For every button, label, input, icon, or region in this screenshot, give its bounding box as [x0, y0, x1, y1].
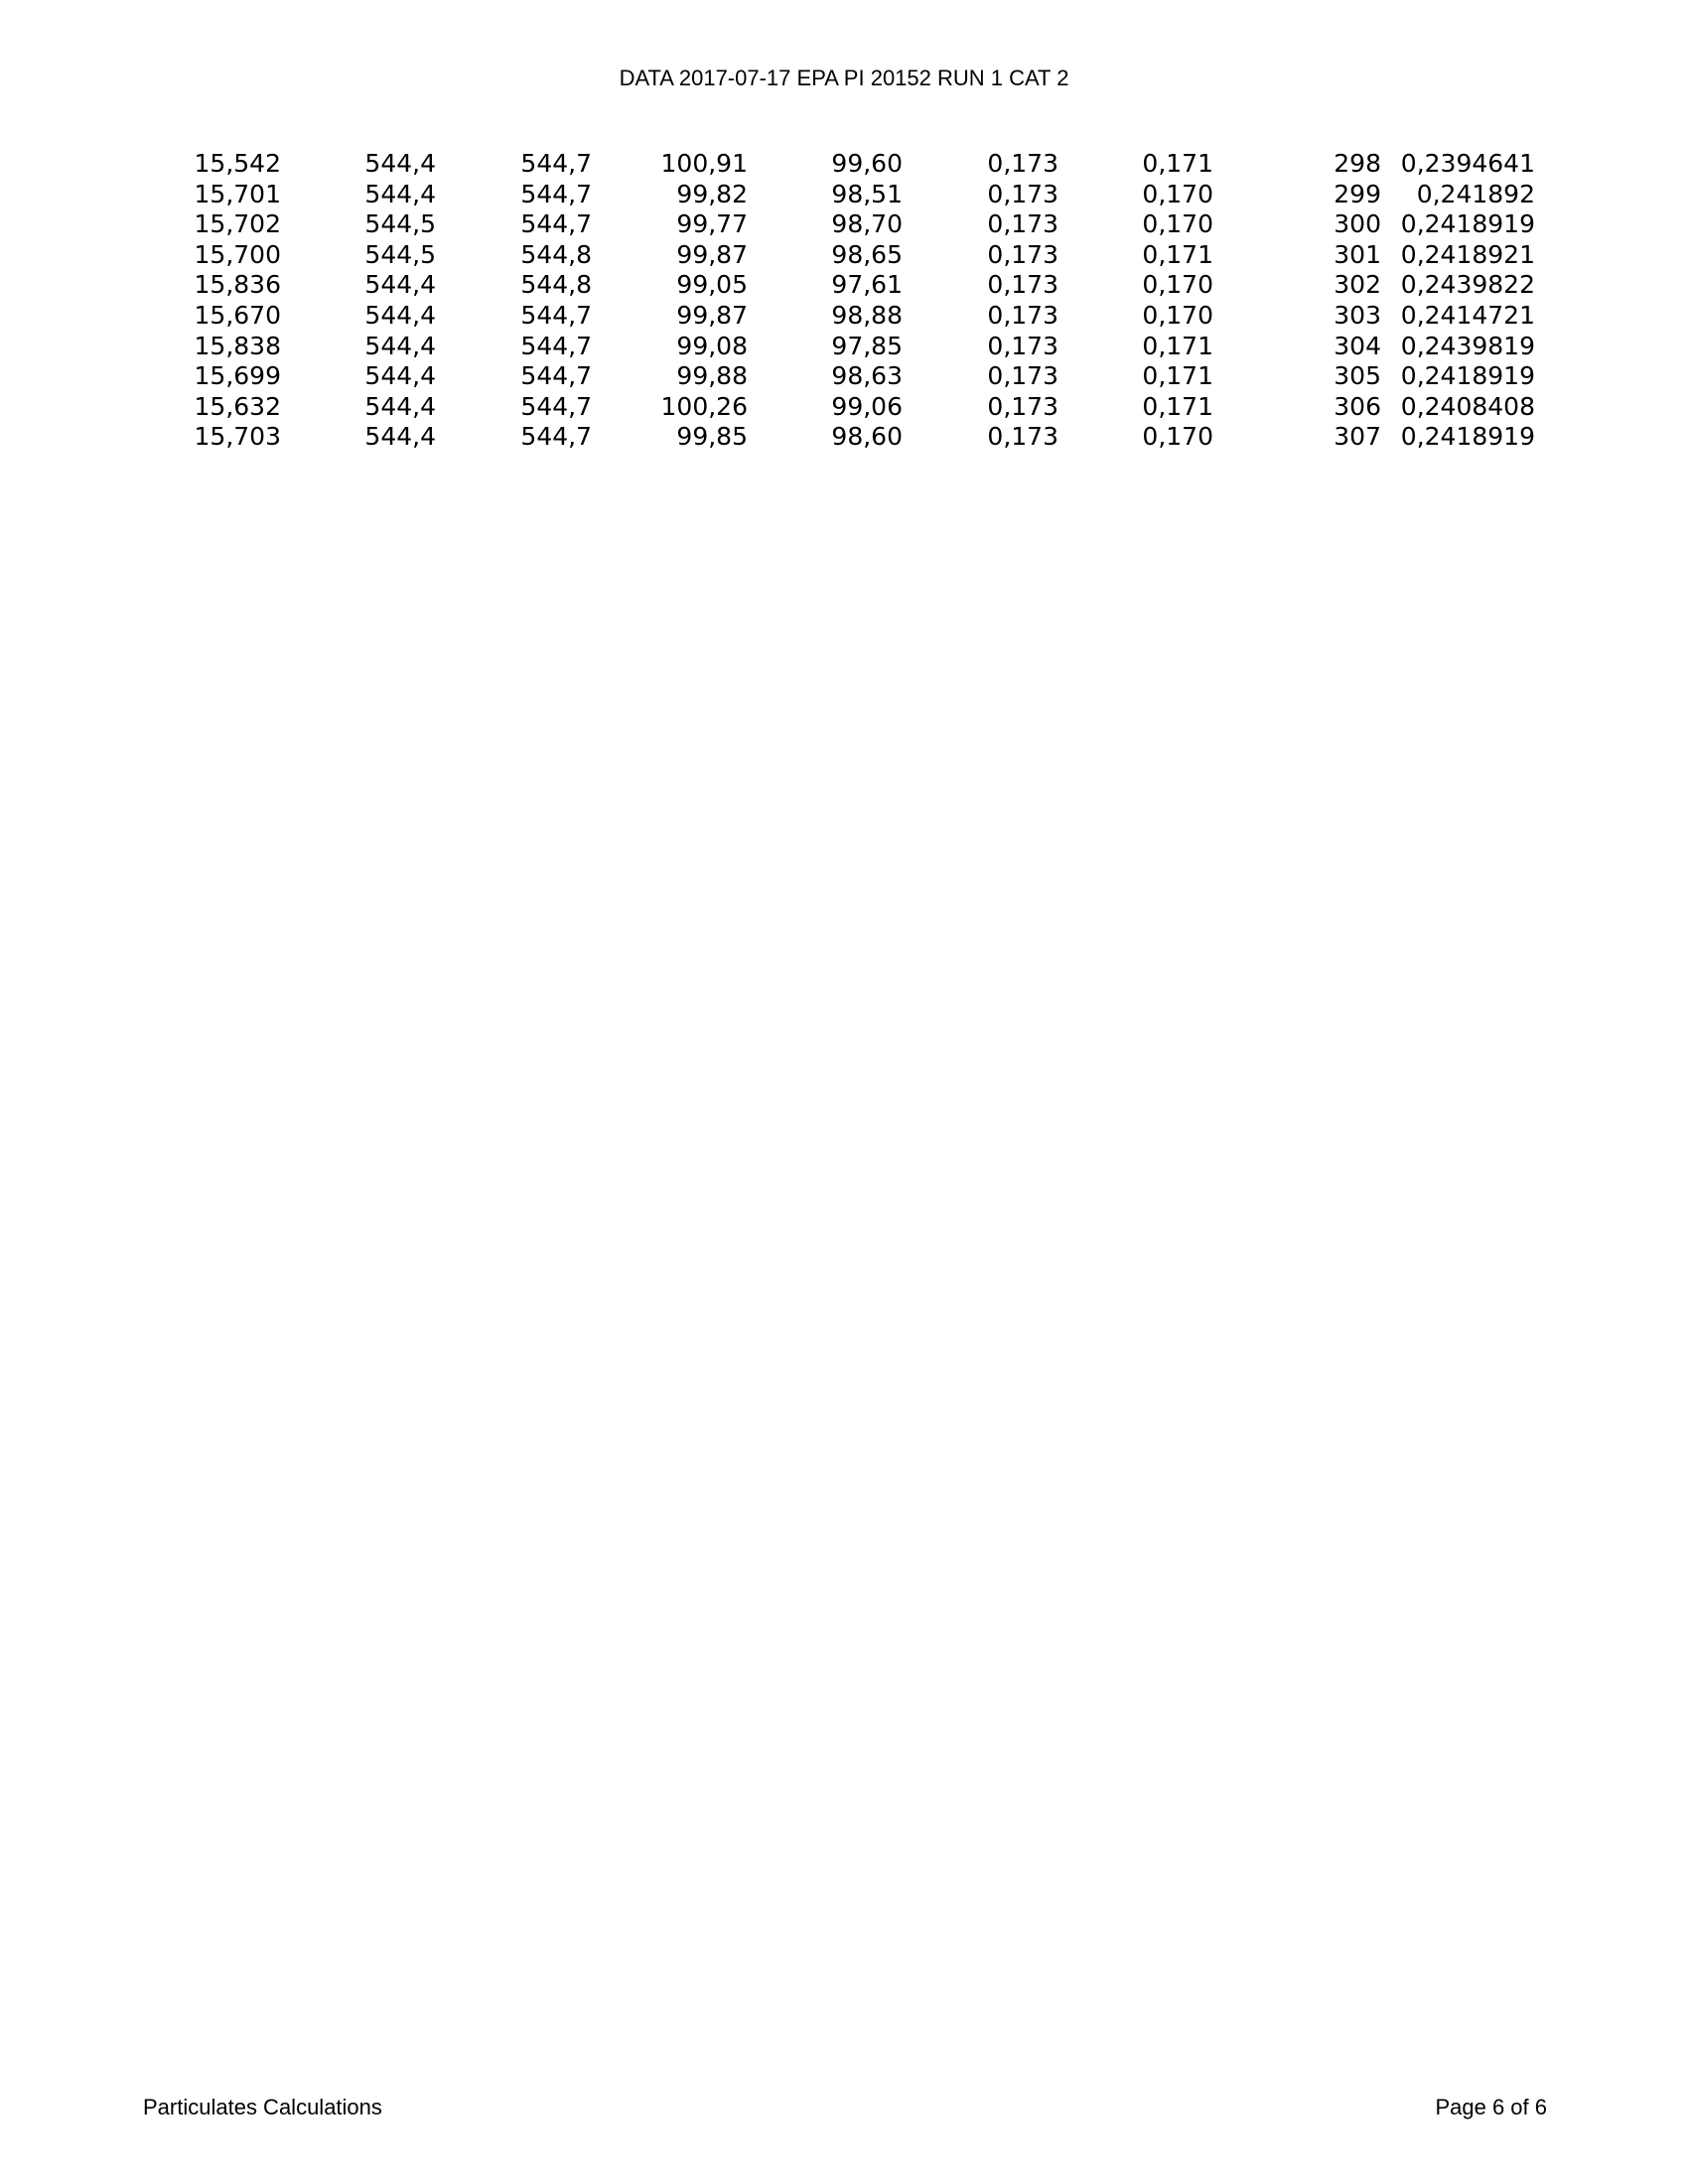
- table-row: [0, 270, 1535, 301]
- table-cell: 15,670: [194, 300, 281, 330]
- table-cell: 99,88: [676, 361, 748, 391]
- table-cell: 15,703: [194, 422, 281, 452]
- table-cell: 0,241892: [1416, 179, 1535, 208]
- table-cell: 99,60: [831, 149, 903, 178]
- table-cell: 97,85: [831, 331, 903, 360]
- table-cell: 544,7: [520, 300, 592, 330]
- table-cell: 15,702: [194, 209, 281, 239]
- table-cell: 0,173: [987, 149, 1058, 178]
- table-row: [0, 361, 1535, 392]
- table-cell: 544,4: [364, 331, 436, 360]
- table-cell: 15,838: [194, 331, 281, 360]
- table-cell: 544,7: [520, 209, 592, 239]
- table-cell: 0,171: [1142, 361, 1213, 391]
- footer-document-name: Particulates Calculations: [143, 2095, 382, 2119]
- table-cell: 0,2439822: [1400, 270, 1535, 300]
- table-cell: 99,06: [831, 391, 903, 421]
- table-cell: 544,4: [364, 149, 436, 178]
- table-row: [0, 240, 1535, 271]
- table-cell: 544,4: [364, 422, 436, 452]
- table-cell: 298: [1334, 149, 1381, 178]
- table-row: [0, 149, 1535, 180]
- table-row: [0, 209, 1535, 240]
- table-cell: 0,170: [1142, 422, 1213, 452]
- table-row: [0, 422, 1535, 453]
- table-cell: 0,173: [987, 361, 1058, 391]
- table-cell: 544,4: [364, 361, 436, 391]
- table-cell: 99,77: [676, 209, 748, 239]
- table-cell: 98,63: [831, 361, 903, 391]
- table-cell: 99,05: [676, 270, 748, 300]
- table-cell: 0,173: [987, 391, 1058, 421]
- table-cell: 0,173: [987, 209, 1058, 239]
- table-cell: 0,173: [987, 179, 1058, 208]
- table-cell: 0,171: [1142, 391, 1213, 421]
- table-cell: 99,85: [676, 422, 748, 452]
- table-row: [0, 332, 1535, 362]
- table-cell: 0,171: [1142, 239, 1213, 269]
- table-cell: 0,170: [1142, 270, 1213, 300]
- table-cell: 544,4: [364, 391, 436, 421]
- table-cell: 544,7: [520, 391, 592, 421]
- table-cell: 97,61: [831, 270, 903, 300]
- table-cell: 0,173: [987, 270, 1058, 300]
- table-cell: 307: [1334, 422, 1381, 452]
- table-cell: 99,82: [676, 179, 748, 208]
- table-cell: 299: [1334, 179, 1381, 208]
- table-cell: 544,8: [520, 270, 592, 300]
- table-cell: 99,87: [676, 300, 748, 330]
- table-cell: 544,4: [364, 270, 436, 300]
- table-cell: 0,170: [1142, 209, 1213, 239]
- table-cell: 0,171: [1142, 331, 1213, 360]
- table-cell: 0,2418919: [1400, 361, 1535, 391]
- table-row: [0, 180, 1535, 210]
- table-cell: 544,4: [364, 300, 436, 330]
- table-cell: 0,2418919: [1400, 422, 1535, 452]
- table-cell: 15,699: [194, 361, 281, 391]
- table-cell: 0,173: [987, 300, 1058, 330]
- table-cell: 15,700: [194, 239, 281, 269]
- table-cell: 544,5: [364, 239, 436, 269]
- table-cell: 0,170: [1142, 179, 1213, 208]
- table-cell: 302: [1334, 270, 1381, 300]
- table-cell: 544,4: [364, 179, 436, 208]
- table-cell: 98,60: [831, 422, 903, 452]
- table-cell: 0,173: [987, 239, 1058, 269]
- table-cell: 98,70: [831, 209, 903, 239]
- table-cell: 544,8: [520, 239, 592, 269]
- table-cell: 544,7: [520, 422, 592, 452]
- table-cell: 98,51: [831, 179, 903, 208]
- table-cell: 544,7: [520, 149, 592, 178]
- table-row: [0, 301, 1535, 332]
- table-cell: 300: [1334, 209, 1381, 239]
- table-cell: 303: [1334, 300, 1381, 330]
- table-cell: 99,08: [676, 331, 748, 360]
- table-cell: 98,65: [831, 239, 903, 269]
- table-cell: 305: [1334, 361, 1381, 391]
- table-cell: 301: [1334, 239, 1381, 269]
- table-cell: 0,2439819: [1400, 331, 1535, 360]
- table-cell: 544,7: [520, 179, 592, 208]
- table-body: [0, 149, 1535, 453]
- table-cell: 0,2408408: [1400, 391, 1535, 421]
- table-cell: 15,632: [194, 391, 281, 421]
- table-row: [0, 392, 1535, 423]
- data-table: [0, 149, 1535, 453]
- table-cell: 544,5: [364, 209, 436, 239]
- table-cell: 100,91: [660, 149, 748, 178]
- table-cell: 98,88: [831, 300, 903, 330]
- table-cell: 15,836: [194, 270, 281, 300]
- table-cell: 0,171: [1142, 149, 1213, 178]
- page-title: DATA 2017-07-17 EPA PI 20152 RUN 1 CAT 2: [619, 66, 1069, 90]
- table-cell: 0,2414721: [1400, 300, 1535, 330]
- table-cell: 15,542: [194, 149, 281, 178]
- table-cell: 544,7: [520, 361, 592, 391]
- page-number: Page 6 of 6: [1435, 2095, 1547, 2119]
- table-cell: 0,173: [987, 422, 1058, 452]
- table-cell: 0,2418919: [1400, 209, 1535, 239]
- table-cell: 15,701: [194, 179, 281, 208]
- table-cell: 0,2418921: [1400, 239, 1535, 269]
- table-cell: 99,87: [676, 239, 748, 269]
- table-cell: 544,7: [520, 331, 592, 360]
- table-cell: 306: [1334, 391, 1381, 421]
- table-cell: 100,26: [660, 391, 748, 421]
- table-cell: 0,170: [1142, 300, 1213, 330]
- table-cell: 304: [1334, 331, 1381, 360]
- table-cell: 0,2394641: [1400, 149, 1535, 178]
- table-cell: 0,173: [987, 331, 1058, 360]
